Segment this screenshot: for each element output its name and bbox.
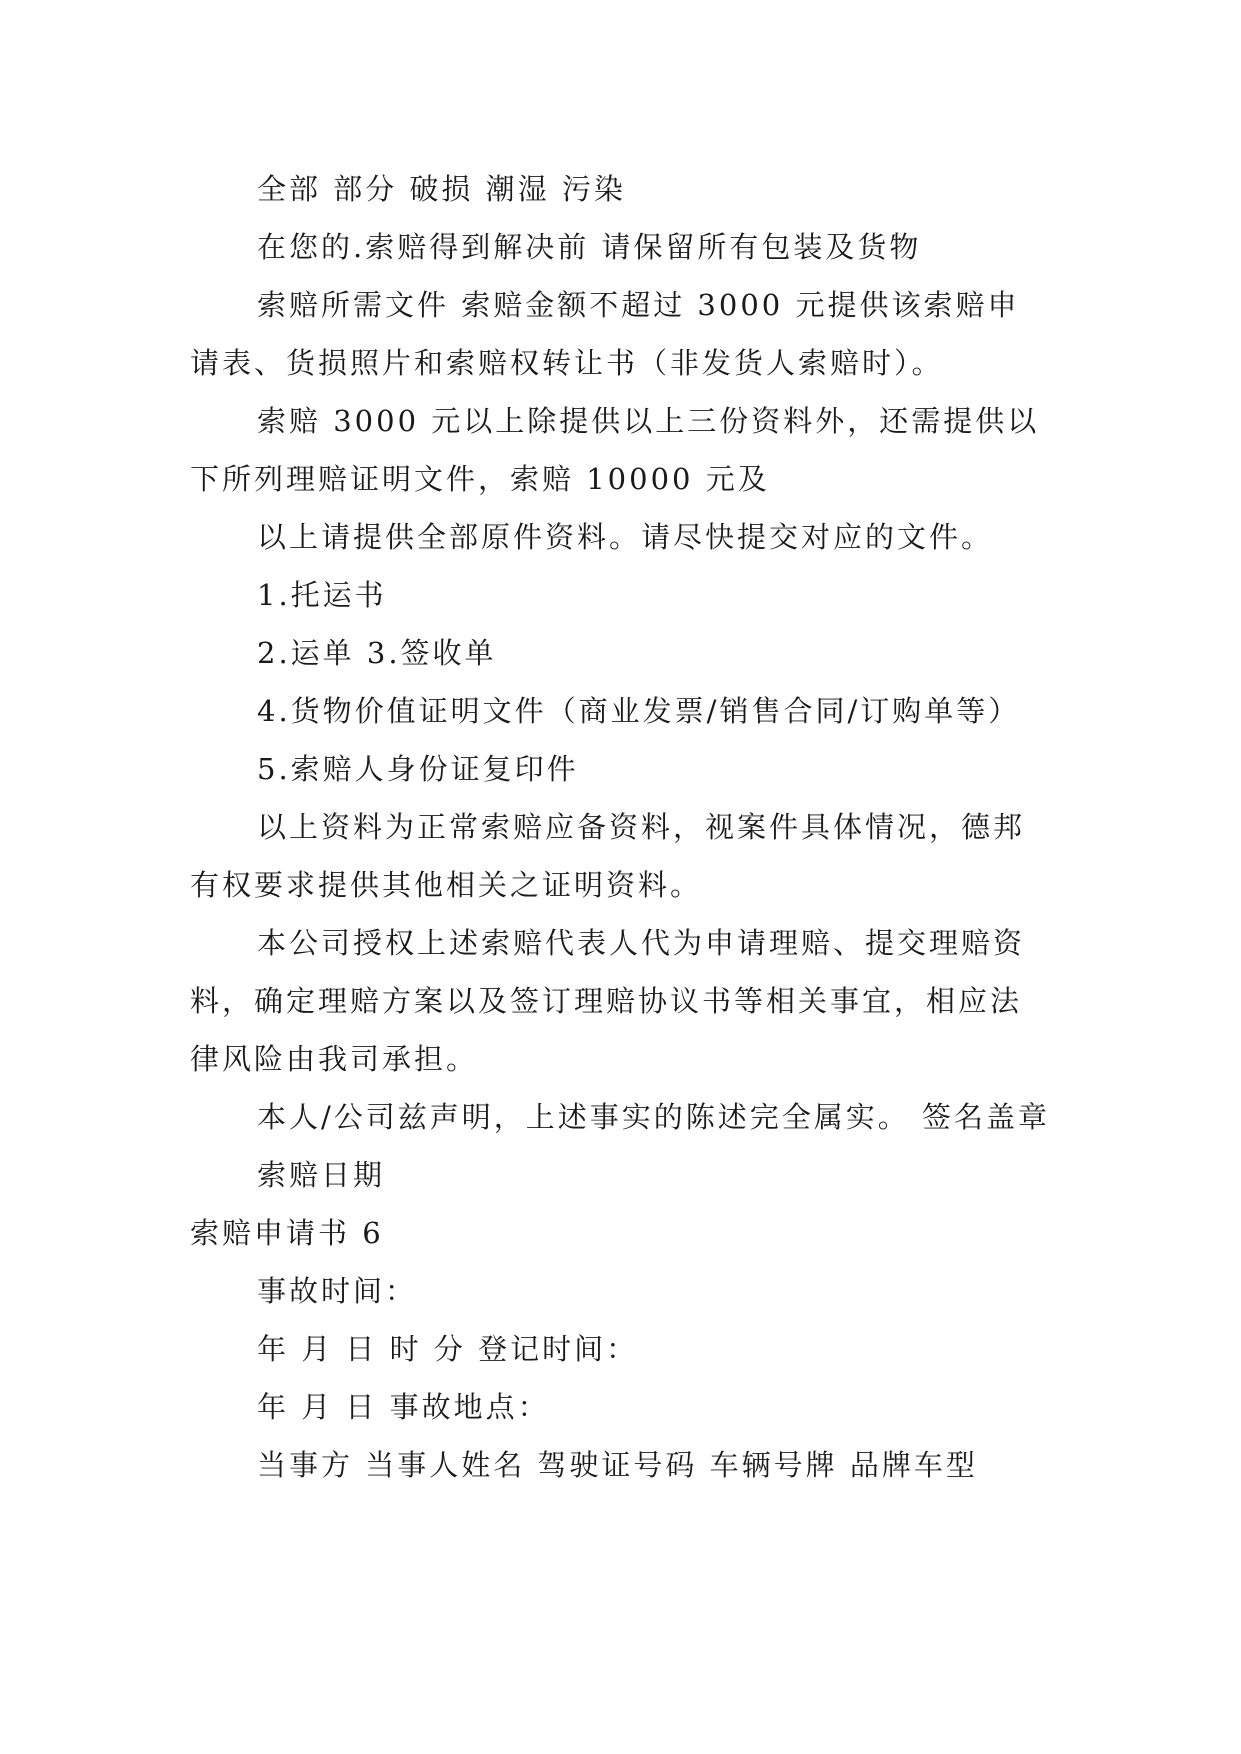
list-item-id-copy: 5.索赔人身份证复印件	[257, 752, 579, 786]
paragraph-keep-packaging: 在您的.索赔得到解决前 请保留所有包装及货物	[257, 230, 922, 264]
field-accident-time: 事故时间：	[257, 1274, 418, 1308]
list-item-waybill-receipt: 2.运单 3.签收单	[257, 636, 497, 670]
list-item-value-proof: 4.货物价值证明文件（商业发票/销售合同/订购单等）	[257, 694, 1021, 728]
paragraph-standard-materials: 以上资料为正常索赔应备资料，视案件具体情况，德邦有权要求提供其他相关之证明资料。	[190, 810, 1026, 902]
paragraph-claim-date: 索赔日期	[257, 1158, 386, 1192]
paragraph-authorization: 本公司授权上述索赔代表人代为申请理赔、提交理赔资料，确定理赔方案以及签订理赔协议书等相关事宜，相应法律风险由我司承担。	[190, 926, 1026, 1076]
paragraph-originals: 以上请提供全部原件资料。请尽快提交对应的文件。	[257, 520, 994, 554]
list-item-consignment-note: 1.托运书	[257, 578, 387, 612]
field-registration-time: 年 月 日 时 分 登记时间：	[257, 1332, 639, 1366]
paragraph-damage-types: 全部 部分 破损 潮湿 污染	[257, 172, 626, 206]
table-header-parties: 当事方 当事人姓名 驾驶证号码 车辆号牌 品牌车型	[257, 1448, 978, 1482]
paragraph-declaration: 本人/公司兹声明，上述事实的陈述完全属实。 签名盖章	[257, 1100, 1050, 1134]
paragraph-required-documents: 索赔所需文件 索赔金额不超过 3000 元提供该索赔申请表、货损照片和索赔权转让书（非发货人索赔时）。	[190, 288, 1020, 380]
paragraph-over-3000: 索赔 3000 元以上除提供以上三份资料外，还需提供以下所列理赔证明文件，索赔 10000 元及	[190, 404, 1040, 496]
field-accident-location: 年 月 日 事故地点：	[257, 1390, 550, 1424]
section-title: 索赔申请书 6	[190, 1216, 384, 1250]
